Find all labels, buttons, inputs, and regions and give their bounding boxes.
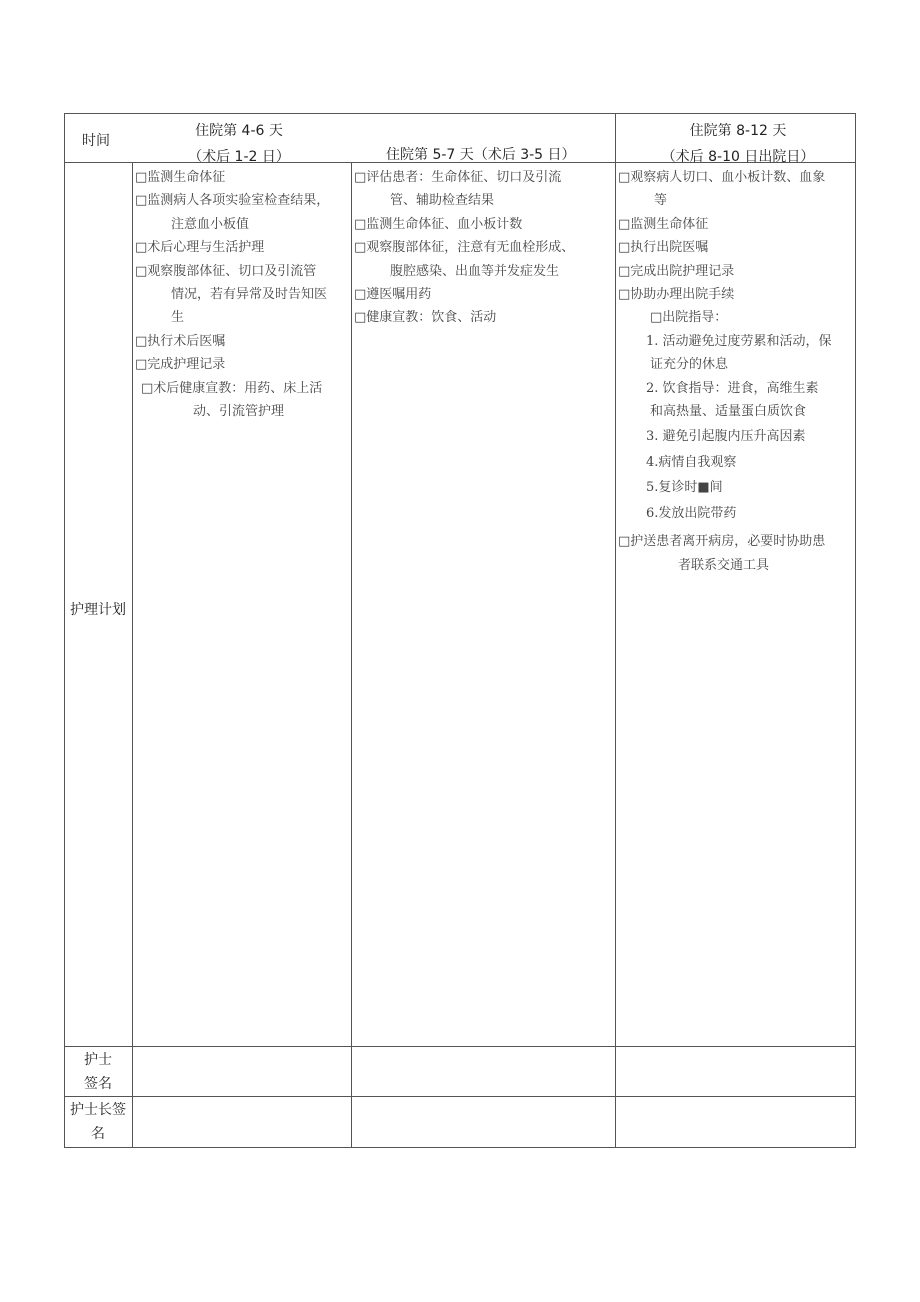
col2-item: 管、辅助检查结果 [390,193,495,209]
nurse-sign-line1: 护士 [84,1052,112,1068]
col1-item: □术后心理与生活护理 [135,240,265,256]
col2-item: 腹腔感染、出血等并发症发生 [390,263,560,279]
border-plan [64,1046,856,1047]
col1-item: 注意血小板值 [171,216,250,232]
border-col2 [351,162,352,1148]
head-nurse-line1: 护士长签 [70,1102,126,1118]
nurse-sign-label [64,1048,132,1096]
col3-item: □完成出院护理记录 [618,263,735,279]
col3-item: 等 [654,193,668,209]
head-nurse-sign-label [64,1098,132,1146]
col1-item: □监测生命体征 [135,170,226,185]
care-plan-table [64,113,856,1148]
col1-item: 情况，若有异常及时告知医 [171,287,328,303]
col3-item: 2. 饮食指导：进食，高维生素 [646,380,819,396]
head-nurse-line2: 名 [91,1126,105,1142]
col3-item: □协助办理出院手续 [618,287,735,303]
col1-item: □观察腹部体征、切口及引流管 [135,263,317,279]
col3-item: □护送患者离开病房，必要时协助患 [618,534,826,550]
col3-header-line1: 住院第 8-12 天 [689,123,787,139]
border-col3 [615,113,616,1148]
col2-item: □监测生命体征、血小板计数 [354,216,523,232]
plan-label: 护理计划 [70,602,126,618]
col3-item: □观察病人切口、血小板计数、血象 [618,170,826,185]
col3-content [618,166,854,577]
col2-header: 住院第 5-7 天（术后 3-5 日） [386,147,576,163]
col3-item: 6.发放出院带药 [646,505,737,521]
col2-content [354,166,613,330]
col3-item: □出院指导： [650,310,728,326]
border-sign [64,1096,856,1097]
col3-item: 4.病情自我观察 [646,454,737,470]
border-bottom [64,1147,856,1148]
col1-item: □完成护理记录 [135,357,226,373]
col3-item: 3. 避免引起腹内压升高因素 [646,429,806,445]
col1-item: 动、引流管护理 [193,404,285,420]
col1-header-line2: （术后 1-2 日） [188,149,290,165]
col3-item: □监测生命体征 [618,216,709,232]
col2-item: □遵医嘱用药 [354,287,432,303]
col3-item: 1. 活动避免过度劳累和活动，保 [646,333,832,349]
col1-item: □执行术后医嘱 [135,333,226,349]
col1-item: 生 [171,310,185,326]
col1-header-line1: 住院第 4-6 天 [195,123,283,139]
nurse-sign-line2: 签名 [84,1076,112,1092]
col2-item: □评估患者：生命体征、切口及引流 [354,170,562,185]
col3-item: 和高热量、适量蛋白质饮食 [650,404,807,420]
col1-item: □术后健康宣教：用药、床上活 [141,380,323,396]
col3-header-line2: （术后 8-10 日出院日） [661,149,815,165]
col2-item: □观察腹部体征，注意有无血栓形成、 [354,240,575,256]
col3-item: 5.复诊时■间 [646,480,723,496]
col3-item: □执行出院医嘱 [618,240,709,256]
col2-item: □健康宣教：饮食、活动 [354,310,497,326]
col1-content [135,166,349,423]
border-right [855,113,856,1148]
col3-item: 证充分的休息 [650,357,729,373]
time-label: 时间 [82,133,110,149]
border-top [64,113,856,114]
border-left [64,113,65,1148]
col3-item: 者联系交通工具 [678,557,770,573]
border-col1 [132,162,133,1148]
col1-item: □监测病人各项实验室检查结果， [135,193,330,209]
